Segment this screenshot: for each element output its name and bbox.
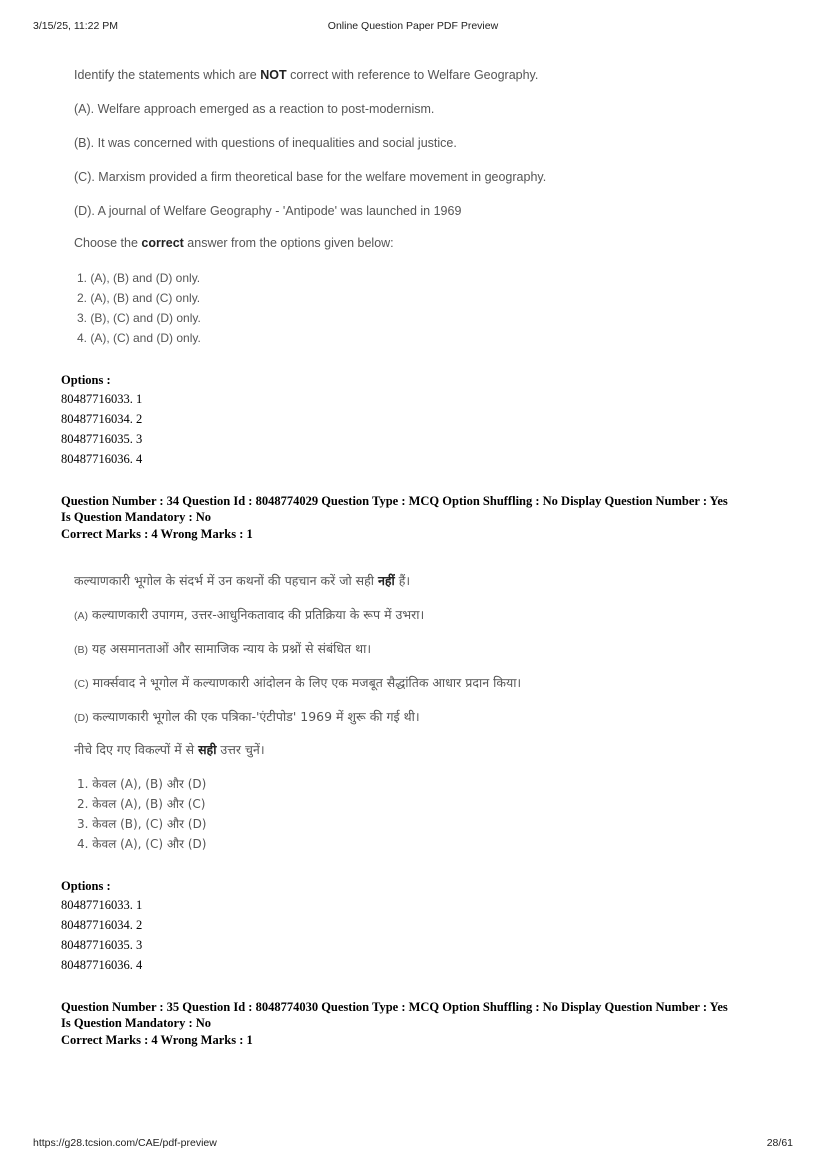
option-id: 80487716035. 3 <box>61 432 143 446</box>
statement-c: (C). Marxism provided a firm theoretical base for the welfare movement in geography. <box>74 170 547 184</box>
statement-b: (B). It was concerned with questions of inequalities and social justice. <box>74 136 457 150</box>
page-number: 28/61 <box>766 1137 793 1149</box>
question-stem: कल्याणकारी भूगोल के संदर्भ में उन कथनों की पहचान करें जो सही नहीं हैं। <box>74 573 411 588</box>
answer-choice-3: 3. केवल (B), (C) और (D) <box>77 817 207 831</box>
question-stem: Identify the statements which are NOT correct with reference to Welfare Geography. <box>74 68 539 82</box>
statement-a: (A). Welfare approach emerged as a reaction to post-modernism. <box>74 102 435 116</box>
answer-choice-3: 3. (B), (C) and (D) only. <box>77 311 201 325</box>
question-marks: Correct Marks : 4 Wrong Marks : 1 <box>61 1033 253 1047</box>
answer-choice-2: 2. (A), (B) and (C) only. <box>77 291 201 305</box>
question-mandatory: Is Question Mandatory : No <box>61 510 212 524</box>
choose-instruction: नीचे दिए गए विकल्पों में से सही उत्तर चुनें। <box>74 742 265 757</box>
option-id: 80487716033. 1 <box>61 392 143 406</box>
option-id: 80487716034. 2 <box>61 412 143 426</box>
print-datetime: 3/15/25, 11:22 PM <box>33 20 119 32</box>
question-mandatory: Is Question Mandatory : No <box>61 1016 212 1030</box>
option-id: 80487716036. 4 <box>61 958 143 972</box>
answer-choice-1: 1. (A), (B) and (D) only. <box>77 271 201 285</box>
question-marks: Correct Marks : 4 Wrong Marks : 1 <box>61 527 253 541</box>
statement-c: (C) मार्क्सवाद ने भूगोल में कल्याणकारी आंदोलन के लिए एक मजबूत सैद्धांतिक आधार प्रदान किया। <box>74 675 522 690</box>
option-id: 80487716035. 3 <box>61 938 143 952</box>
options-label: Options : <box>61 373 111 387</box>
statement-d: (D) कल्याणकारी भूगोल की एक पत्रिका-'एंटीपोड' 1969 में शुरू की गई थी। <box>74 709 420 724</box>
question-meta-line: Question Number : 34 Question Id : 8048774029 Question Type : MCQ Option Shuffling : No Display Question Number : Yes <box>61 494 728 508</box>
statement-b: (B) यह असमानताओं और सामाजिक न्याय के प्रश्नों से संबंधित था। <box>74 641 372 656</box>
option-id: 80487716033. 1 <box>61 898 143 912</box>
statement-d: (D). A journal of Welfare Geography - 'Antipode' was launched in 1969 <box>74 204 462 218</box>
answer-choice-2: 2. केवल (A), (B) और (C) <box>77 797 206 811</box>
choose-instruction: Choose the correct answer from the options given below: <box>74 236 394 250</box>
answer-choice-1: 1. केवल (A), (B) और (D) <box>77 777 207 791</box>
statement-a: (A) कल्याणकारी उपागम, उत्तर-आधुनिकतावाद की प्रतिक्रिया के रूप में उभरा। <box>74 607 425 622</box>
print-footer <box>33 1137 793 1151</box>
option-id: 80487716036. 4 <box>61 452 143 466</box>
answer-choice-4: 4. (A), (C) and (D) only. <box>77 331 201 345</box>
answer-choice-4: 4. केवल (A), (C) और (D) <box>77 837 207 851</box>
print-header <box>33 20 793 34</box>
page-url: https://g28.tcsion.com/CAE/pdf-preview <box>33 1137 217 1149</box>
question-meta-line: Question Number : 35 Question Id : 8048774030 Question Type : MCQ Option Shuffling : No Display Question Number : Yes <box>61 1000 728 1014</box>
option-id: 80487716034. 2 <box>61 918 143 932</box>
options-label: Options : <box>61 879 111 893</box>
print-title: Online Question Paper PDF Preview <box>327 20 499 32</box>
